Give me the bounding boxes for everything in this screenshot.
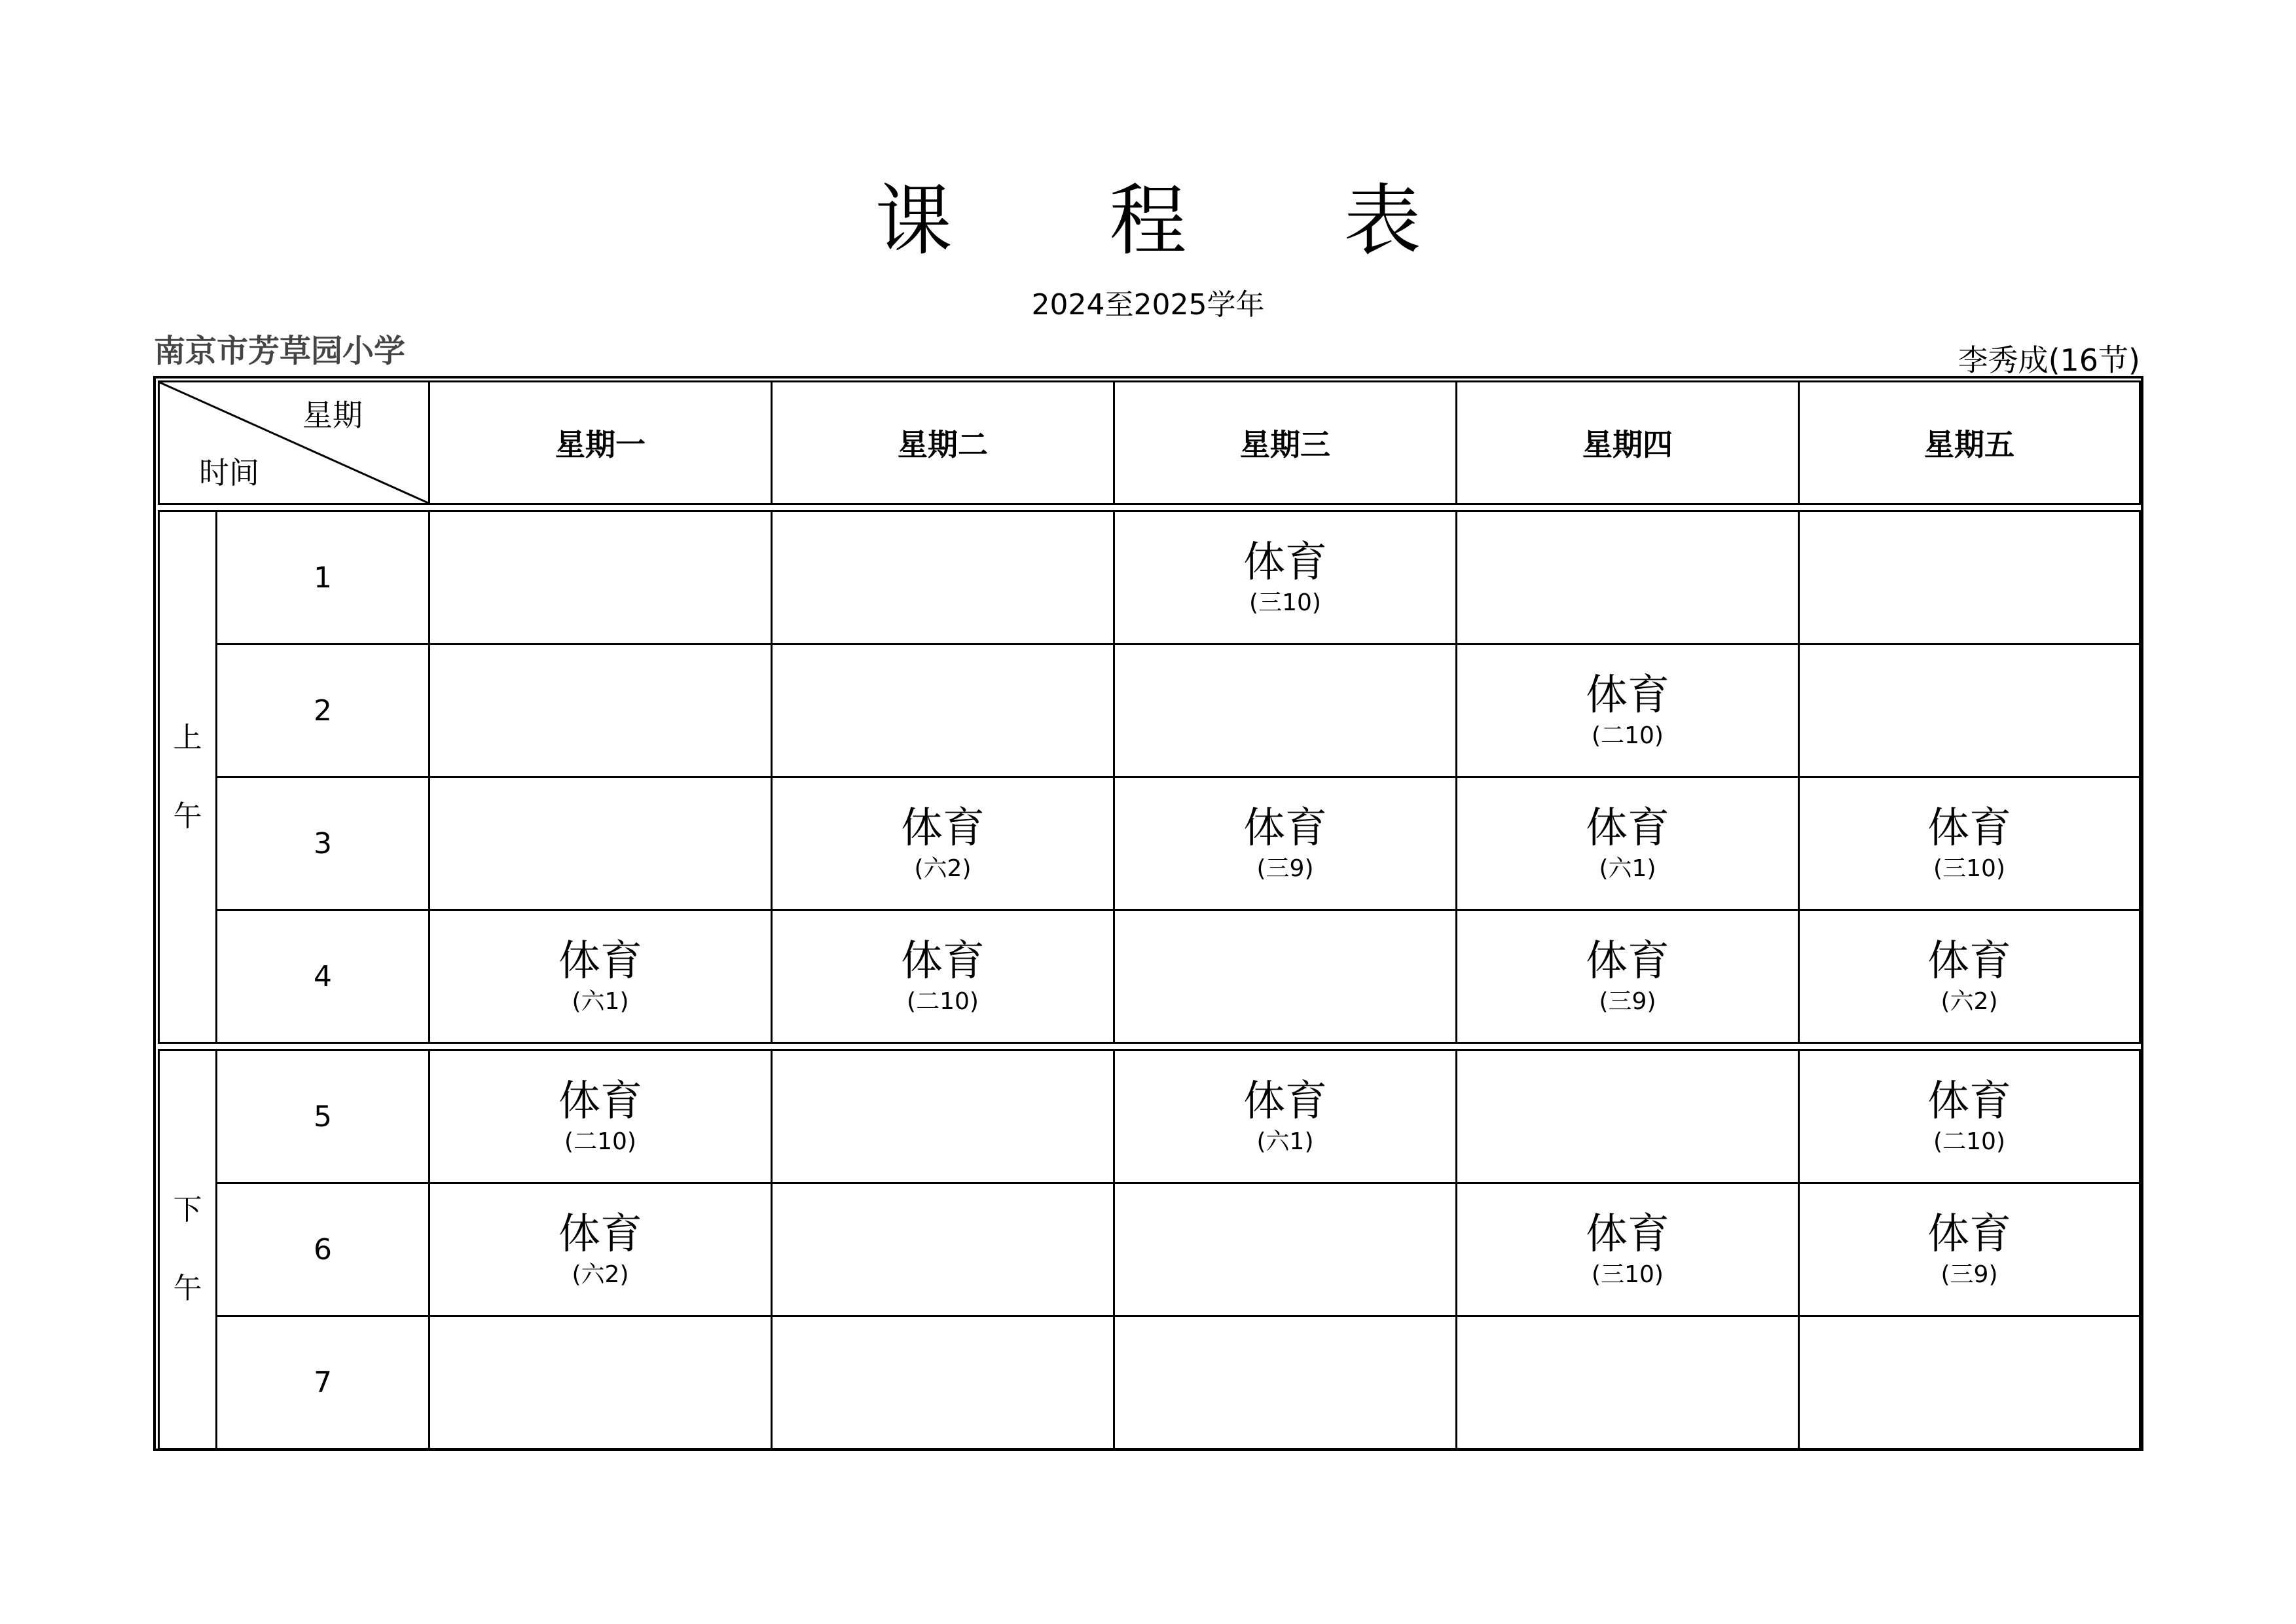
subject-label: 体育 — [558, 1077, 642, 1126]
corner-cell — [159, 382, 429, 504]
class-label: (三10) — [1249, 589, 1321, 616]
lesson-entry — [1457, 803, 1798, 884]
period-row — [159, 1050, 2140, 1183]
timetable — [158, 380, 2141, 1450]
schedule-cell-thu-7 — [1457, 1316, 1799, 1449]
subject-label: 体育 — [1586, 937, 1669, 986]
class-label: (三9) — [1599, 988, 1656, 1015]
subject-label: 体育 — [901, 804, 985, 853]
schedule-cell-tue-2 — [772, 644, 1114, 777]
subject-label: 体育 — [1243, 804, 1327, 853]
schedule-cell-wed-3 — [1114, 777, 1457, 910]
class-label: (三9) — [1256, 855, 1314, 882]
schedule-cell-thu-6 — [1457, 1183, 1799, 1316]
schedule-cell-wed-5 — [1114, 1050, 1457, 1183]
schedule-cell-mon-7 — [429, 1316, 772, 1449]
teacher-name: 李秀成(16节) — [1958, 342, 2140, 378]
schedule-cell-thu-2 — [1457, 644, 1799, 777]
half-day-char: 午 — [173, 1272, 202, 1305]
schedule-cell-mon-3 — [429, 777, 772, 910]
lesson-entry — [1115, 537, 1455, 618]
schedule-cell-tue-5 — [772, 1050, 1114, 1183]
schedule-cell-fri-6 — [1799, 1183, 2140, 1316]
day-header-wed: 星期三 — [1114, 382, 1457, 504]
lesson-entry — [1800, 803, 2139, 884]
half-day-char: 上 — [173, 720, 202, 754]
subject-label: 体育 — [901, 937, 985, 986]
lesson-entry — [430, 1209, 771, 1290]
class-label: (二10) — [564, 1128, 636, 1155]
period-number: 1 — [217, 511, 429, 644]
period-number: 2 — [217, 644, 429, 777]
afternoon-label — [159, 1050, 217, 1449]
corner-time-label: 时间 — [199, 455, 259, 490]
class-label: (六2) — [1941, 988, 1998, 1015]
title-char: 表 — [1343, 175, 1421, 266]
subject-label: 体育 — [1927, 937, 2011, 986]
subject-label: 体育 — [1586, 1210, 1669, 1259]
lesson-entry — [1800, 936, 2139, 1017]
lesson-entry — [430, 1076, 771, 1157]
schedule-cell-fri-4 — [1799, 910, 2140, 1043]
lesson-entry — [430, 936, 771, 1017]
schedule-cell-tue-4 — [772, 910, 1114, 1043]
schedule-cell-wed-6 — [1114, 1183, 1457, 1316]
schedule-cell-fri-5 — [1799, 1050, 2140, 1183]
lesson-entry — [1115, 803, 1455, 884]
schedule-cell-tue-3 — [772, 777, 1114, 910]
subject-label: 体育 — [1927, 1077, 2011, 1126]
lesson-entry — [1457, 670, 1798, 751]
class-label: (三10) — [1933, 855, 2005, 882]
schedule-cell-mon-4 — [429, 910, 772, 1043]
section-divider — [159, 504, 2140, 511]
subject-label: 体育 — [558, 937, 642, 986]
period-number: 6 — [217, 1183, 429, 1316]
subject-label: 体育 — [558, 1210, 642, 1259]
schedule-cell-tue-1 — [772, 511, 1114, 644]
class-label: (六1) — [1256, 1128, 1314, 1155]
day-header-mon: 星期一 — [429, 382, 772, 504]
schedule-cell-wed-1 — [1114, 511, 1457, 644]
schedule-cell-wed-7 — [1114, 1316, 1457, 1449]
page-title — [0, 172, 2296, 270]
subject-label: 体育 — [1243, 538, 1327, 587]
subject-label: 体育 — [1586, 671, 1669, 720]
class-label: (六2) — [914, 855, 972, 882]
schedule-cell-mon-5 — [429, 1050, 772, 1183]
class-label: (六1) — [572, 988, 629, 1015]
subject-label: 体育 — [1927, 1210, 2011, 1259]
title-char: 程 — [1109, 175, 1187, 266]
lesson-entry — [1115, 1076, 1455, 1157]
schedule-cell-fri-1 — [1799, 511, 2140, 644]
day-header-tue: 星期二 — [772, 382, 1114, 504]
school-year: 2024至2025学年 — [1031, 288, 1265, 322]
day-header-fri: 星期五 — [1799, 382, 2140, 504]
title-char: 课 — [875, 175, 953, 266]
class-label: (三10) — [1592, 1261, 1664, 1288]
schedule-cell-tue-6 — [772, 1183, 1114, 1316]
divider-cell — [159, 504, 2140, 511]
schedule-cell-wed-4 — [1114, 910, 1457, 1043]
schedule-cell-thu-3 — [1457, 777, 1799, 910]
morning-label — [159, 511, 217, 1043]
period-number: 7 — [217, 1316, 429, 1449]
period-number: 4 — [217, 910, 429, 1043]
schedule-cell-tue-7 — [772, 1316, 1114, 1449]
lesson-entry — [1457, 1209, 1798, 1290]
class-label: (六1) — [1599, 855, 1656, 882]
divider-cell — [159, 1043, 2140, 1050]
school-name: 南京市芳草园小学 — [154, 333, 406, 369]
period-row — [159, 511, 2140, 644]
period-row — [159, 1183, 2140, 1316]
lesson-entry — [1457, 936, 1798, 1017]
subject-label: 体育 — [1586, 804, 1669, 853]
lesson-entry — [773, 803, 1113, 884]
schedule-cell-thu-4 — [1457, 910, 1799, 1043]
schedule-cell-fri-2 — [1799, 644, 2140, 777]
schedule-cell-mon-1 — [429, 511, 772, 644]
section-divider — [159, 1043, 2140, 1050]
schedule-cell-thu-5 — [1457, 1050, 1799, 1183]
schedule-cell-mon-2 — [429, 644, 772, 777]
class-label: (六2) — [572, 1261, 629, 1288]
subject-label: 体育 — [1927, 804, 2011, 853]
schedule-cell-fri-7 — [1799, 1316, 2140, 1449]
schedule-cell-wed-2 — [1114, 644, 1457, 777]
schedule-cell-mon-6 — [429, 1183, 772, 1316]
period-row — [159, 777, 2140, 910]
period-number: 3 — [217, 777, 429, 910]
lesson-entry — [1800, 1209, 2139, 1290]
class-label: (二10) — [1933, 1128, 2005, 1155]
lesson-entry — [1800, 1076, 2139, 1157]
corner-day-label: 星期 — [302, 397, 363, 433]
schedule-cell-fri-3 — [1799, 777, 2140, 910]
header-row — [159, 382, 2140, 504]
subject-label: 体育 — [1243, 1077, 1327, 1126]
class-label: (二10) — [907, 988, 979, 1015]
class-label: (三9) — [1941, 1261, 1998, 1288]
period-number: 5 — [217, 1050, 429, 1183]
day-header-thu: 星期四 — [1457, 382, 1799, 504]
class-label: (二10) — [1592, 722, 1664, 749]
lesson-entry — [773, 936, 1113, 1017]
half-day-char: 午 — [173, 799, 202, 833]
period-row — [159, 910, 2140, 1043]
period-row — [159, 644, 2140, 777]
period-row — [159, 1316, 2140, 1449]
schedule-cell-thu-1 — [1457, 511, 1799, 644]
half-day-char: 下 — [173, 1193, 202, 1227]
